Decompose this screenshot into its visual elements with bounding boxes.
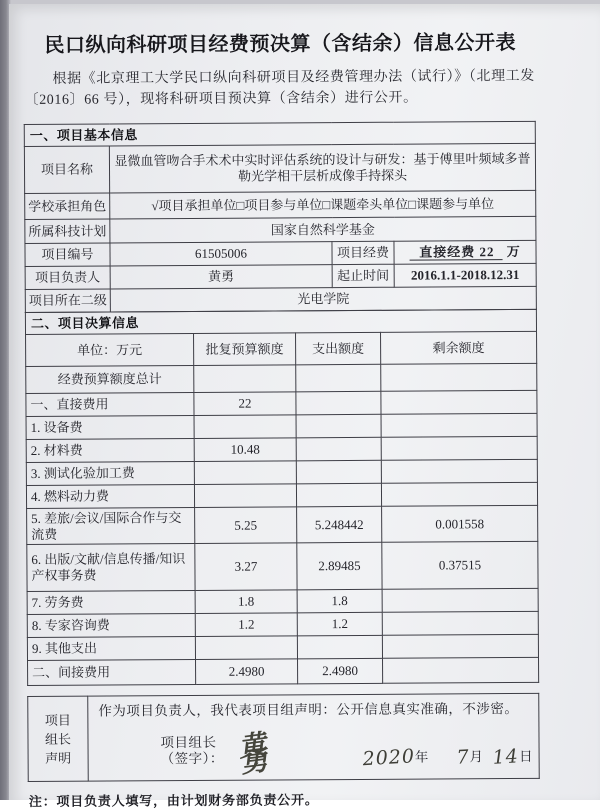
- day-unit: 日: [519, 748, 533, 764]
- budget-row-label: 二、间接费用: [28, 659, 196, 685]
- budget-header-row: [26, 331, 537, 366]
- budget-cell-spent: 2.4980: [298, 658, 383, 684]
- budget-cell-remain: [381, 413, 537, 437]
- project-leader-value: 黄勇: [110, 265, 332, 289]
- declaration-row: [28, 693, 540, 781]
- section1-heading-row: [24, 121, 535, 146]
- budget-cell-budget: [194, 461, 296, 485]
- science-plan-value: 国家自然科学基金: [110, 216, 536, 243]
- budget-cell-spent: 2.89485: [297, 542, 382, 590]
- section2-heading-row: [25, 309, 536, 334]
- budget-cell-budget: [194, 415, 296, 439]
- budget-cell-budget: 22: [194, 392, 296, 416]
- budget-row-materials: [26, 436, 537, 462]
- signature-line: [98, 729, 533, 780]
- budget-cell-spent: [296, 391, 381, 415]
- project-name-label: 项目名称: [24, 146, 109, 194]
- budget-cell-spent: [296, 483, 381, 507]
- budget-cell-budget: 10.48: [194, 438, 296, 462]
- budget-row-publication: [27, 541, 538, 591]
- budget-cell-remain: [382, 611, 538, 635]
- handwritten-signature: 黄勇: [236, 729, 268, 780]
- budget-cell-budget: 2.4980: [196, 659, 298, 685]
- column-unit: 单位：万元: [26, 333, 194, 366]
- project-name-value: 显微血管吻合手术术中实时评估系统的设计与研发：基于傅里叶频域多普勒光学相干层析成像手持探头: [109, 143, 535, 193]
- budget-row-label: 4. 燃料动力费: [26, 484, 194, 508]
- budget-cell-remain: [382, 588, 538, 612]
- page-title: 民口纵向科研项目经费预决算（含结余）信息公开表: [44, 31, 517, 57]
- budget-cell-spent: [296, 460, 381, 484]
- section1-heading: 一、项目基本信息: [24, 121, 535, 146]
- intro-paragraph: 根据《北京理工大学民口纵向科研项目及经费管理办法（试行）》（北理工发〔2016〕66 号），现将科研项目预决算（含结余）进行公开。: [24, 68, 535, 108]
- budget-cell-remain: [381, 459, 537, 483]
- budget-row-label: 经费预算额度总计: [26, 365, 194, 393]
- budget-cell-budget: 1.2: [195, 613, 297, 637]
- column-remain: 剩余额度: [381, 331, 537, 364]
- budget-cell-spent: 5.248442: [297, 506, 382, 543]
- project-name-row: [24, 143, 535, 193]
- budget-cell-spent: [296, 437, 381, 461]
- declaration-statement: 作为项目负责人，我代表项目组声明：公开信息真实准确，不涉密。: [98, 700, 519, 719]
- budget-cell-remain: [381, 482, 537, 506]
- form-content: [22, 1, 543, 810]
- budget-row-consulting: [27, 611, 538, 637]
- science-plan-label: 所属科技计划: [25, 219, 110, 244]
- budget-row-label: 8. 专家咨询费: [27, 613, 195, 637]
- budget-cell-remain: [381, 390, 537, 414]
- budget-row-label: 7. 劳务费: [27, 590, 195, 614]
- budget-row-label: 2. 材料费: [26, 438, 194, 462]
- budget-row-label: 一、直接费用: [26, 392, 194, 416]
- budget-cell-remain: [381, 436, 537, 460]
- fund-underlined-text: 直接经费 22: [409, 244, 502, 261]
- project-number-value: 61505006: [110, 242, 332, 266]
- budget-cell-remain: [381, 363, 537, 391]
- school-role-row: [25, 190, 536, 219]
- budget-row-label: 1. 设备费: [26, 415, 194, 439]
- year-unit: 年: [414, 749, 429, 765]
- section2-heading: 二、项目决算信息: [25, 309, 536, 334]
- school-role-label: 学校承担角色: [25, 193, 110, 220]
- project-fund-label: 项目经费: [332, 241, 394, 264]
- column-budget: 批复预算额度: [194, 333, 296, 366]
- school-role-value: √项目承担单位□项目参与单位□课题牵头单位□课题参与单位: [110, 190, 536, 219]
- department-label: 项目所在二级: [25, 289, 110, 313]
- budget-row-total: [26, 363, 537, 393]
- budget-cell-spent: [296, 364, 381, 392]
- project-fund-value: [394, 240, 536, 264]
- budget-cell-remain: 0.37515: [382, 541, 538, 589]
- declaration-body: [88, 693, 540, 781]
- column-spent: 支出额度: [296, 332, 381, 365]
- project-number-row: [25, 240, 536, 266]
- sign-label: 项目组长（签字）：: [160, 734, 224, 767]
- budget-cell-remain: 0.001558: [382, 505, 538, 542]
- budget-row-other: [27, 634, 538, 660]
- budget-row-indirect: [28, 657, 539, 685]
- month-unit: 月: [469, 749, 483, 765]
- basic-info-table: [24, 121, 537, 313]
- duration-value: 2016.1.1-2018.12.31: [394, 263, 536, 287]
- declaration-label-line: 声明: [45, 750, 72, 766]
- project-number-label: 项目编号: [25, 243, 110, 267]
- budget-row-label: 9. 其他支出: [27, 636, 195, 660]
- paper: [9, 4, 600, 809]
- handwritten-month: 7: [455, 745, 471, 769]
- budget-row-equipment: [26, 413, 537, 439]
- declaration-label-line: 组长: [44, 731, 72, 747]
- handwritten-day: 14: [492, 745, 520, 769]
- footer-note: 注：项目负责人填写，由计划财务部负责公开。: [28, 792, 319, 809]
- budget-cell-spent: 1.2: [297, 612, 382, 636]
- budget-cell-budget: 1.8: [195, 590, 297, 614]
- budget-cell-remain: [383, 657, 539, 683]
- budget-row-direct: [26, 390, 537, 416]
- handwritten-year: 2020: [361, 745, 416, 771]
- budget-cell-spent: [297, 635, 382, 659]
- budget-cell-remain: [382, 634, 538, 658]
- budget-row-label: 6. 出版/文献/信息传播/知识产权事务费: [27, 543, 195, 591]
- budget-row-travel: [27, 505, 538, 544]
- budget-cell-budget: 3.27: [195, 543, 297, 591]
- budget-row-fuel: [26, 482, 537, 508]
- department-value: 光电学院: [110, 286, 536, 312]
- fund-unit-text: 万: [506, 243, 521, 260]
- science-plan-row: [25, 216, 536, 243]
- budget-cell-spent: 1.8: [297, 589, 382, 613]
- budget-cell-budget: [195, 636, 297, 660]
- duration-label: 起止时间: [332, 264, 394, 287]
- budget-row-labor: [27, 588, 538, 614]
- project-leader-row: [25, 263, 536, 289]
- budget-cell-budget: [194, 365, 296, 393]
- budget-table: [25, 309, 539, 686]
- budget-row-label: 5. 差旅/会议/国际合作与交流费: [27, 507, 195, 544]
- project-leader-label: 项目负责人: [25, 266, 110, 290]
- budget-row-testing: [26, 459, 537, 485]
- budget-cell-spent: [296, 414, 381, 438]
- declaration-label: [28, 696, 89, 781]
- budget-cell-budget: 5.25: [195, 507, 297, 544]
- budget-row-label: 3. 测试化验加工费: [26, 461, 194, 485]
- declaration-table: [27, 693, 540, 782]
- budget-cell-budget: [194, 484, 296, 508]
- declaration-label-line: 项目: [44, 712, 71, 728]
